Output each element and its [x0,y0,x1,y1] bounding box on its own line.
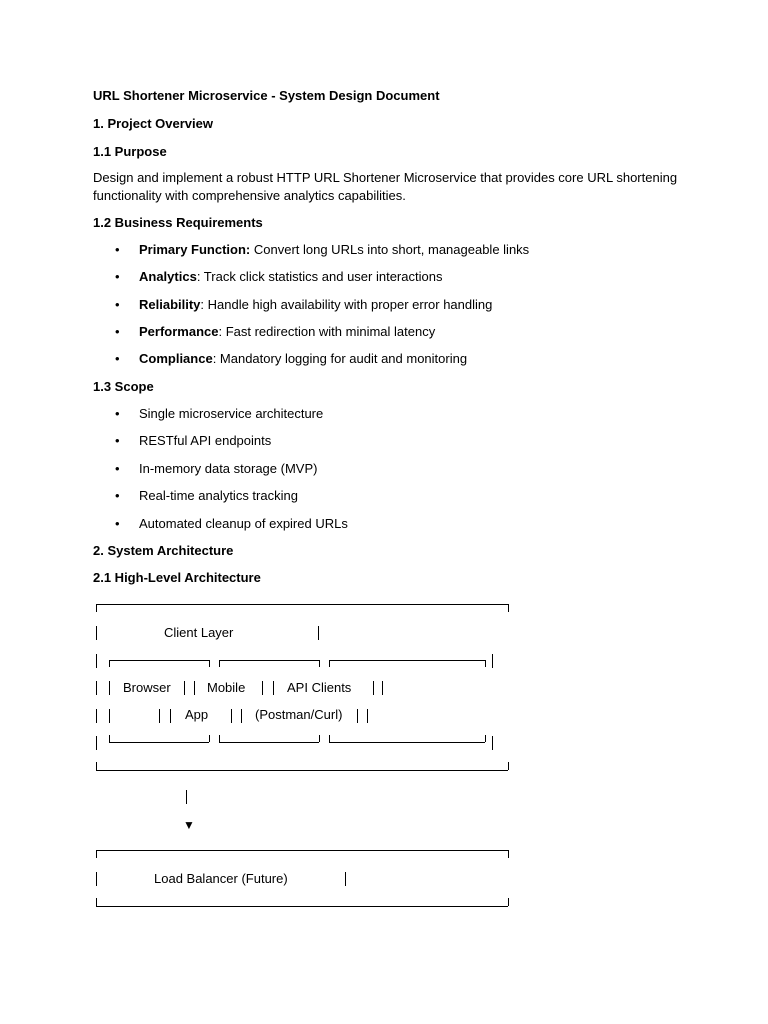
arrow-down-icon: ▼ [183,818,195,832]
subsection-heading: 1.1 Purpose [93,144,167,159]
subsection-heading: 1.3 Scope [93,379,154,394]
connector-line [186,790,187,804]
bullet-icon: • [115,488,120,503]
bullet-icon: • [115,351,120,366]
bullet-icon: • [115,269,120,284]
postman-curl-label: (Postman/Curl) [255,707,343,722]
bullet-icon: • [115,324,120,339]
api-clients-label: API Clients [287,680,352,695]
bullet-icon: • [115,433,120,448]
section-heading: 2. System Architecture [93,543,234,558]
purpose-paragraph: Design and implement a robust HTTP URL Shortener Microservice that provides core URL shortening functionality with comprehensive analytics capabilities. [93,170,678,203]
client-layer-label: Client Layer [164,625,234,640]
mobile-label: Mobile [207,680,246,695]
bullet-icon: • [115,406,120,421]
bullet-icon: • [115,297,120,312]
app-label: App [185,707,209,722]
bullet-icon: • [115,242,120,257]
section-heading: 1. Project Overview [93,116,213,131]
bullet-icon: • [115,461,120,476]
bullet-icon: • [115,516,120,531]
load-balancer-label: Load Balancer (Future) [154,871,288,886]
browser-label: Browser [123,680,171,695]
subsection-heading: 2.1 High-Level Architecture [93,570,261,585]
diagram-border [96,604,508,605]
document-title: URL Shortener Microservice - System Design Document [93,88,440,103]
subsection-heading: 1.2 Business Requirements [93,215,263,230]
